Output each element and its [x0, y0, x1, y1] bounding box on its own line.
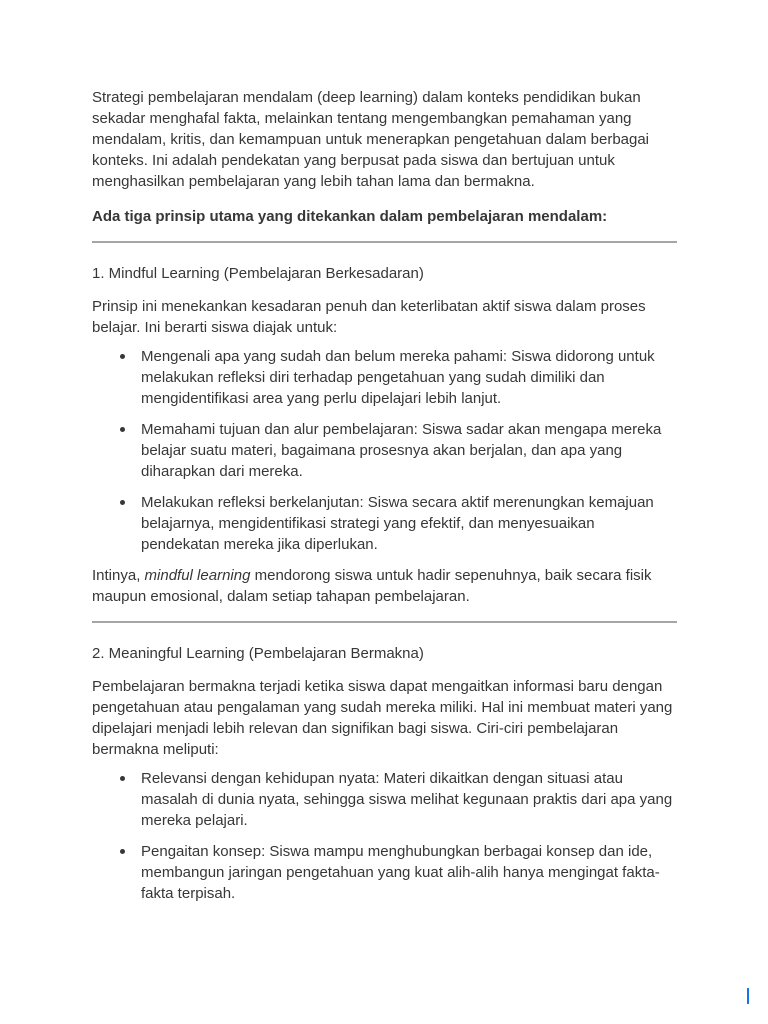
section-intro-paragraph: Pembelajaran bermakna terjadi ketika siswa dapat mengaitkan informasi baru dengan pengetahuan atau pengalaman yang sudah mereka miliki. Hal ini membuat materi yang dipelajari menjadi lebih relevan dan signifikan bagi siswa. Ciri-ciri pembelajaran bermakna meliputi:: [92, 678, 673, 758]
list-item: Pengaitan konsep: Siswa mampu menghubungkan berbagai konsep dan ide, membangun jaringan pengetahuan yang kuat alih-alih hanya mengingat fakta-fakta terpisah.: [141, 841, 677, 904]
section-divider: [92, 621, 677, 623]
section-title-mindful-learning: 1. Mindful Learning (Pembelajaran Berkesadaran): [92, 265, 424, 282]
section-title-meaningful-learning: 2. Meaningful Learning (Pembelajaran Bermakna): [92, 645, 424, 662]
section-divider: [92, 241, 677, 243]
list-item: Mengenali apa yang sudah dan belum mereka pahami: Siswa didorong untuk melakukan refleksi diri terhadap pengetahuan yang sudah dimiliki dan mengidentifikasi area yang perlu dipelajari lebih lanjut.: [141, 346, 677, 409]
document-content: [92, 87, 677, 914]
closing-italic-phrase: mindful learning: [144, 567, 251, 584]
principles-heading: Ada tiga prinsip utama yang ditekankan dalam pembelajaran mendalam:: [92, 208, 608, 225]
intro-paragraph: Strategi pembelajaran mendalam (deep learning) dalam konteks pendidikan bukan sekadar menghafal fakta, melainkan tentang mengembangkan pemahaman yang mendalam, kritis, dan kemampuan untuk menerapkan pengetahuan dalam berbagai konteks. Ini adalah pendekatan yang berpusat pada siswa dan bertujuan untuk menghasilkan pembelajaran yang lebih tahan lama dan bermakna.: [92, 89, 650, 190]
meaningful-learning-bullet-list: [92, 768, 677, 904]
section-intro-paragraph: Prinsip ini menekankan kesadaran penuh dan keterlibatan aktif siswa dalam proses belajar. Ini berarti siswa diajak untuk:: [92, 298, 646, 336]
text-cursor-indicator: [747, 988, 749, 1004]
closing-text-suffix: mendorong siswa untuk hadir sepenuhnya, baik secara fisik maupun emosional, dalam setiap tahapan pembelajaran.: [92, 567, 652, 605]
list-item: Relevansi dengan kehidupan nyata: Materi dikaitkan dengan situasi atau masalah di dunia nyata, sehingga siswa melihat kegunaan praktis dari apa yang mereka pelajari.: [141, 768, 677, 831]
section-closing-paragraph: [92, 565, 677, 607]
closing-text-prefix: Intinya,: [92, 567, 145, 584]
list-item: Memahami tujuan dan alur pembelajaran: Siswa sadar akan mengapa mereka belajar suatu materi, bagaimana prosesnya akan berjalan, dan apa yang diharapkan dari mereka.: [141, 419, 677, 482]
mindful-learning-bullet-list: [92, 346, 677, 555]
list-item: Melakukan refleksi berkelanjutan: Siswa secara aktif merenungkan kemajuan belajarnya, mengidentifikasi strategi yang efektif, dan menyesuaikan pendekatan mereka jika diperlukan.: [141, 492, 677, 555]
